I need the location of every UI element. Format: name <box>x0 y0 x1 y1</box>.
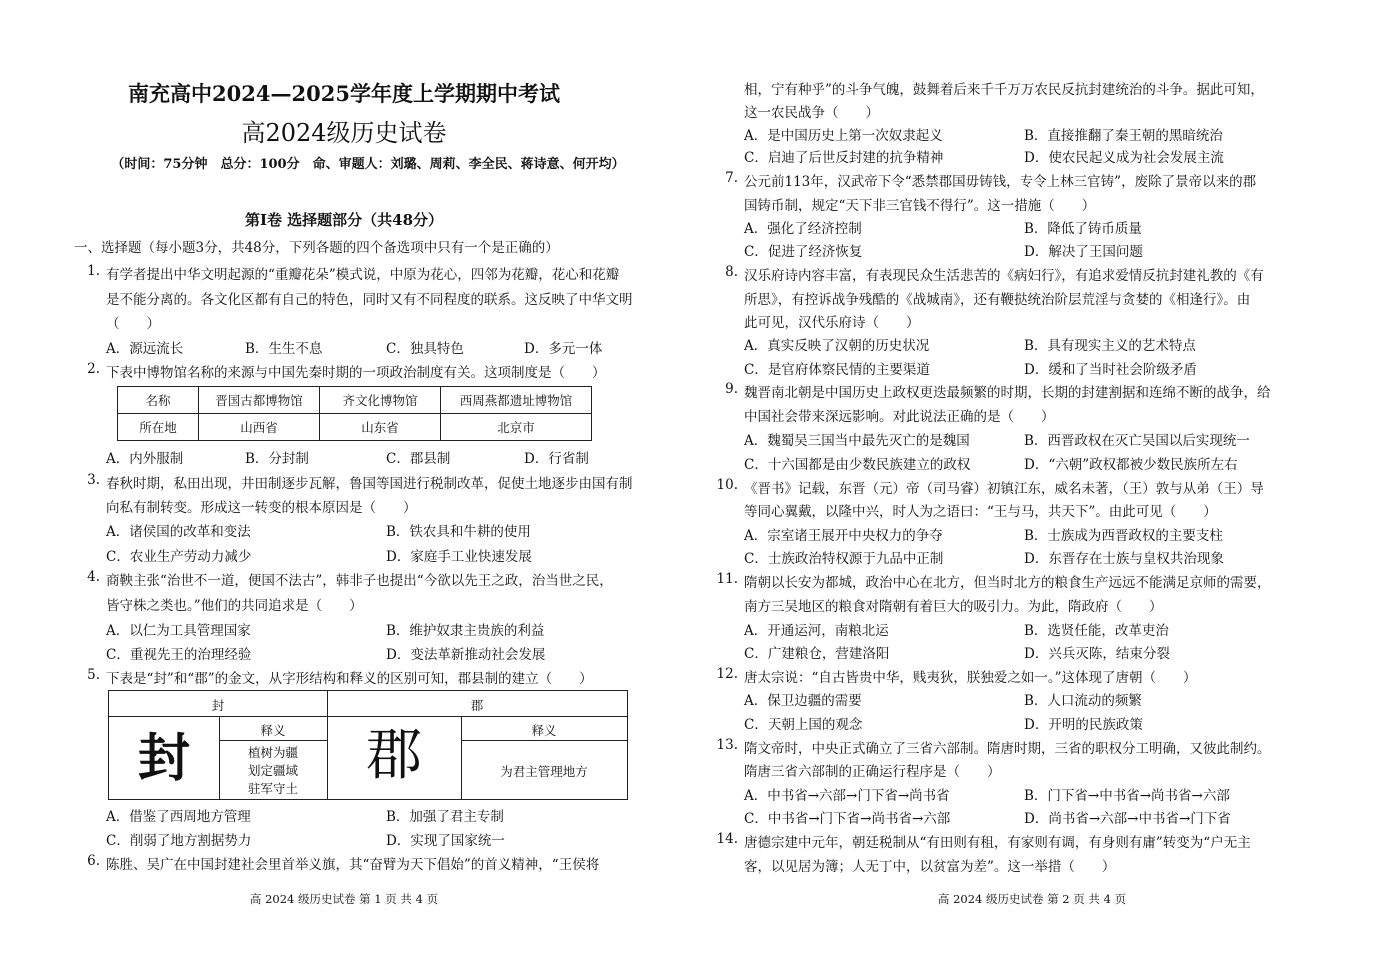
question-text: 隋文帝时，中央正式确立了三省六部制。隋唐时期，三省的职权分工明确，又彼此制约。 <box>744 741 1271 757</box>
option-b: B．选贤任能，改革吏治 <box>1024 623 1169 639</box>
question-text: 国铸币制，规定“天下非三官钱不得行”。这一措施（ ） <box>744 198 1096 214</box>
option-c: C．是官府体察民情的主要渠道 <box>744 362 930 378</box>
header-jun: 郡 <box>470 698 484 713</box>
question-text: 皆守株之类也。”他们的共同追求是（ ） <box>106 598 363 614</box>
option-a: A．真实反映了汉朝的历史状况 <box>744 338 930 354</box>
feng-meaning-3: 驻军守土 <box>247 781 298 796</box>
option-c: C．中书省→门下省→尚书省→六部 <box>744 811 951 827</box>
question-text: 相，宁有种乎”的斗争气魄，鼓舞着后来千千万万农民反抗封建统治的斗争。据此可知， <box>744 82 1264 98</box>
question-number: 13. <box>716 737 738 753</box>
question-text: 中国社会带来深远影响。对此说法正确的是（ ） <box>744 409 1055 425</box>
museum-table <box>117 386 592 441</box>
question-text: 汉乐府诗内容丰富，有表现民众生活悲苦的《病妇行》，有追求爱情反抗封建礼教的《有 <box>744 268 1264 284</box>
question-number: 14. <box>716 831 738 847</box>
option-d: D．“六朝”政权都被少数民族所左右 <box>1024 457 1238 473</box>
option-c: C．重视先王的治理经验 <box>106 647 252 663</box>
option-d: D．多元一体 <box>524 341 603 357</box>
question-number: 6. <box>87 853 100 869</box>
header-meaning: 释义 <box>531 723 557 738</box>
table-cell: 山东省 <box>320 414 441 441</box>
question-text: 商鞅主张“治世不一道，便国不法古”，韩非子也提出“今欲以先王之政，治当世之民， <box>106 573 613 589</box>
question-text: 是不能分离的。各文化区都有自己的特色，同时又有不同程度的联系。这反映了中华文明 <box>106 292 633 308</box>
option-c: C．十六国都是由少数民族建立的政权 <box>744 457 971 473</box>
feng-meaning-2: 划定疆域 <box>247 763 298 778</box>
question-text: 所思》，有控诉战争残酷的《战城南》，还有鞭挞统治阶层荒淫与贪婪的《相逢行》。由 <box>744 292 1251 308</box>
question-text: 此可见，汉代乐府诗（ ） <box>744 315 920 331</box>
question-number: 12. <box>716 666 738 682</box>
question-text: 下表中博物馆名称的来源与中国先秦时期的一项政治制度有关。这项制度是（ ） <box>106 365 606 381</box>
option-d: D．缓和了当时社会阶级矛盾 <box>1024 362 1197 378</box>
option-b: B．士族成为西晋政权的主要支柱 <box>1024 528 1223 544</box>
question-text: 有学者提出中华文明起源的“重瓣花朵”模式说，中原为花心，四邻为花瓣，花心和花瓣 <box>106 267 620 283</box>
question-text: 隋朝以长安为都城，政治中心在北方，但当时北方的粮食生产远远不能满足京师的需要， <box>744 575 1271 591</box>
option-b: B．维护奴隶主贵族的利益 <box>386 623 545 639</box>
question-text: 等同心翼戴，以隆中兴，时人为之语曰：“王与马，共天下”。由此可见（ ） <box>744 504 1217 520</box>
option-d: D．变法革新推动社会发展 <box>386 647 546 663</box>
table-row <box>118 387 592 414</box>
jun-glyph: 郡 <box>366 723 422 788</box>
question-number: 8. <box>725 264 738 280</box>
option-b: B．直接推翻了秦王朝的黑暗统治 <box>1024 128 1223 144</box>
table-cell: 所在地 <box>118 414 199 441</box>
option-d: D．兴兵灭陈，结束分裂 <box>1024 646 1170 662</box>
question-number: 5. <box>87 667 100 683</box>
option-c: C．郡县制 <box>386 451 451 467</box>
question-text: 客，以见居为簿；人无丁中，以贫富为差”。这一举措（ ） <box>744 859 1116 875</box>
option-b: B．门下省→中书省→尚书省→六部 <box>1024 788 1230 804</box>
question-number: 11. <box>716 571 738 587</box>
option-b: B．分封制 <box>245 451 309 467</box>
option-a: A．以仁为工具管理国家 <box>106 623 251 639</box>
question-text: 春秋时期，私田出现，井田制逐步瓦解，鲁国等国进行税制改革，促使土地逐步由国有制 <box>106 476 633 492</box>
exam-subtitle: 高2024级历史试卷 <box>241 119 447 147</box>
header-meaning: 释义 <box>260 723 286 738</box>
option-c: C．削弱了地方割据势力 <box>106 833 252 849</box>
question-text: 唐太宗说：“自古皆贵中华，贱夷狄，朕独爱之如一。”这体现了唐朝（ ） <box>744 670 1197 686</box>
option-c: C．独具特色 <box>386 341 464 357</box>
question-number: 3. <box>87 472 100 488</box>
feng-glyph: 封 <box>137 728 190 789</box>
table-cell: 齐文化博物馆 <box>320 387 441 414</box>
question-number: 1. <box>87 263 100 279</box>
option-a: A．魏蜀吴三国当中最先灭亡的是魏国 <box>744 433 970 449</box>
option-c: C．农业生产劳动力减少 <box>106 549 252 565</box>
option-d: D．解决了王国问题 <box>1024 244 1143 260</box>
table-cell: 晋国古都博物馆 <box>199 387 320 414</box>
question-text: 这一农民战争（ ） <box>744 105 879 121</box>
option-d: D．使农民起义成为社会发展主流 <box>1024 150 1224 166</box>
table-row <box>118 414 592 441</box>
feng-meaning-1: 植树为疆 <box>247 745 298 760</box>
question-number: 7. <box>725 170 738 186</box>
option-c: C．天朝上国的观念 <box>744 717 863 733</box>
page-2 <box>688 0 1376 972</box>
option-a: A．诸侯国的改革和变法 <box>106 524 251 540</box>
option-c: C．广建粮仓，营建洛阳 <box>744 646 890 662</box>
option-d: D．开明的民族政策 <box>1024 717 1143 733</box>
option-d: D．东晋存在士族与皇权共治现象 <box>1024 551 1224 567</box>
option-c: C．士族政治特权源于九品中正制 <box>744 551 944 567</box>
question-text: 《晋书》记载，东晋（元）帝（司马睿）初镇江东，威名未著，（王）敦与从弟（王）导 <box>744 481 1264 497</box>
question-text: 隋唐三省六部制的正确运行程序是（ ） <box>744 764 1001 780</box>
option-d: D．实现了国家统一 <box>386 833 505 849</box>
option-b: B．西晋政权在灭亡吴国以后实现统一 <box>1024 433 1250 449</box>
option-c: C．促进了经济恢复 <box>744 244 863 260</box>
option-a: A．内外服制 <box>106 451 184 467</box>
option-c: C．启迪了后世反封建的抗争精神 <box>744 150 944 166</box>
table-cell: 山西省 <box>199 414 320 441</box>
option-b: B．降低了铸币质量 <box>1024 221 1142 237</box>
question-number: 2. <box>87 361 100 377</box>
section-heading: 一、选择题（每小题3分，共48分，下列各题的四个备选项中只有一个是正确的） <box>74 240 559 256</box>
option-a: A．是中国历史上第一次奴隶起义 <box>744 128 943 144</box>
question-number: 10. <box>716 477 738 493</box>
option-a: A．强化了经济控制 <box>744 221 862 237</box>
option-a: A．开通运河，南粮北运 <box>744 623 889 639</box>
option-b: B．生生不息 <box>245 341 323 357</box>
question-text: 陈胜、吴广在中国封建社会里首举义旗，其“奋臂为天下倡始”的首义精神，“王侯将 <box>106 857 600 873</box>
question-number: 4. <box>87 569 100 585</box>
option-b: B．人口流动的频繁 <box>1024 693 1142 709</box>
option-b: B．加强了君主专制 <box>386 809 504 825</box>
jun-meaning: 为君主管理地方 <box>500 764 588 779</box>
option-a: A．源远流长 <box>106 341 184 357</box>
table-cell: 北京市 <box>441 414 592 441</box>
bronze-script-table <box>108 690 628 800</box>
option-a: A．保卫边疆的需要 <box>744 693 862 709</box>
question-text: 向私有制转变。形成这一转变的根本原因是（ ） <box>106 500 417 516</box>
page-footer: 高 2024 级历史试卷 第 1 页 共 4 页 <box>249 892 439 906</box>
question-text: 唐德宗建中元年，朝廷税制从“有田则有租，有家则有调，有身则有庸”转变为“户无主 <box>744 835 1251 851</box>
option-d: D．行省制 <box>524 451 589 467</box>
option-b: B．铁农具和牛耕的使用 <box>386 524 531 540</box>
question-text: 魏晋南北朝是中国历史上政权更迭最频繁的时期，长期的封建割据和连绵不断的战争，给 <box>744 385 1271 401</box>
exam-title: 南充高中2024—2025学年度上学期期中考试 <box>128 81 560 106</box>
table-cell: 西周燕都遗址博物馆 <box>441 387 592 414</box>
answer-blank: （ ） <box>106 316 160 332</box>
option-b: B．具有现实主义的艺术特点 <box>1024 338 1196 354</box>
page-footer: 高 2024 级历史试卷 第 2 页 共 4 页 <box>937 892 1127 906</box>
exam-meta: （时间：75分钟 总分：100分 命、审题人：刘璐、周莉、李全民、蒋诗意、何开均） <box>111 157 625 172</box>
question-number: 9. <box>725 381 738 397</box>
question-text: 南方三吴地区的粮食对隋朝有着巨大的吸引力。为此，隋政府（ ） <box>744 599 1163 615</box>
option-a: A．中书省→六部→门下省→尚书省 <box>744 788 950 804</box>
question-text: 公元前113年，汉武帝下令“悉禁郡国毋铸钱，专令上林三官铸”，废除了景帝以来的郡 <box>744 174 1257 190</box>
option-d: D．家庭手工业快速发展 <box>386 549 532 565</box>
part-heading: 第Ⅰ卷 选择题部分（共48分） <box>244 211 444 229</box>
table-cell: 名称 <box>118 387 199 414</box>
option-d: D．尚书省→六部→中书省→门下省 <box>1024 811 1231 827</box>
option-a: A．借鉴了西周地方管理 <box>106 809 251 825</box>
header-feng: 封 <box>211 698 225 713</box>
option-a: A．宗室诸王展开中央权力的争夺 <box>744 528 943 544</box>
question-text: 下表是“封”和“郡”的金文，从字形结构和释义的区别可知，郡县制的建立（ ） <box>106 671 593 687</box>
